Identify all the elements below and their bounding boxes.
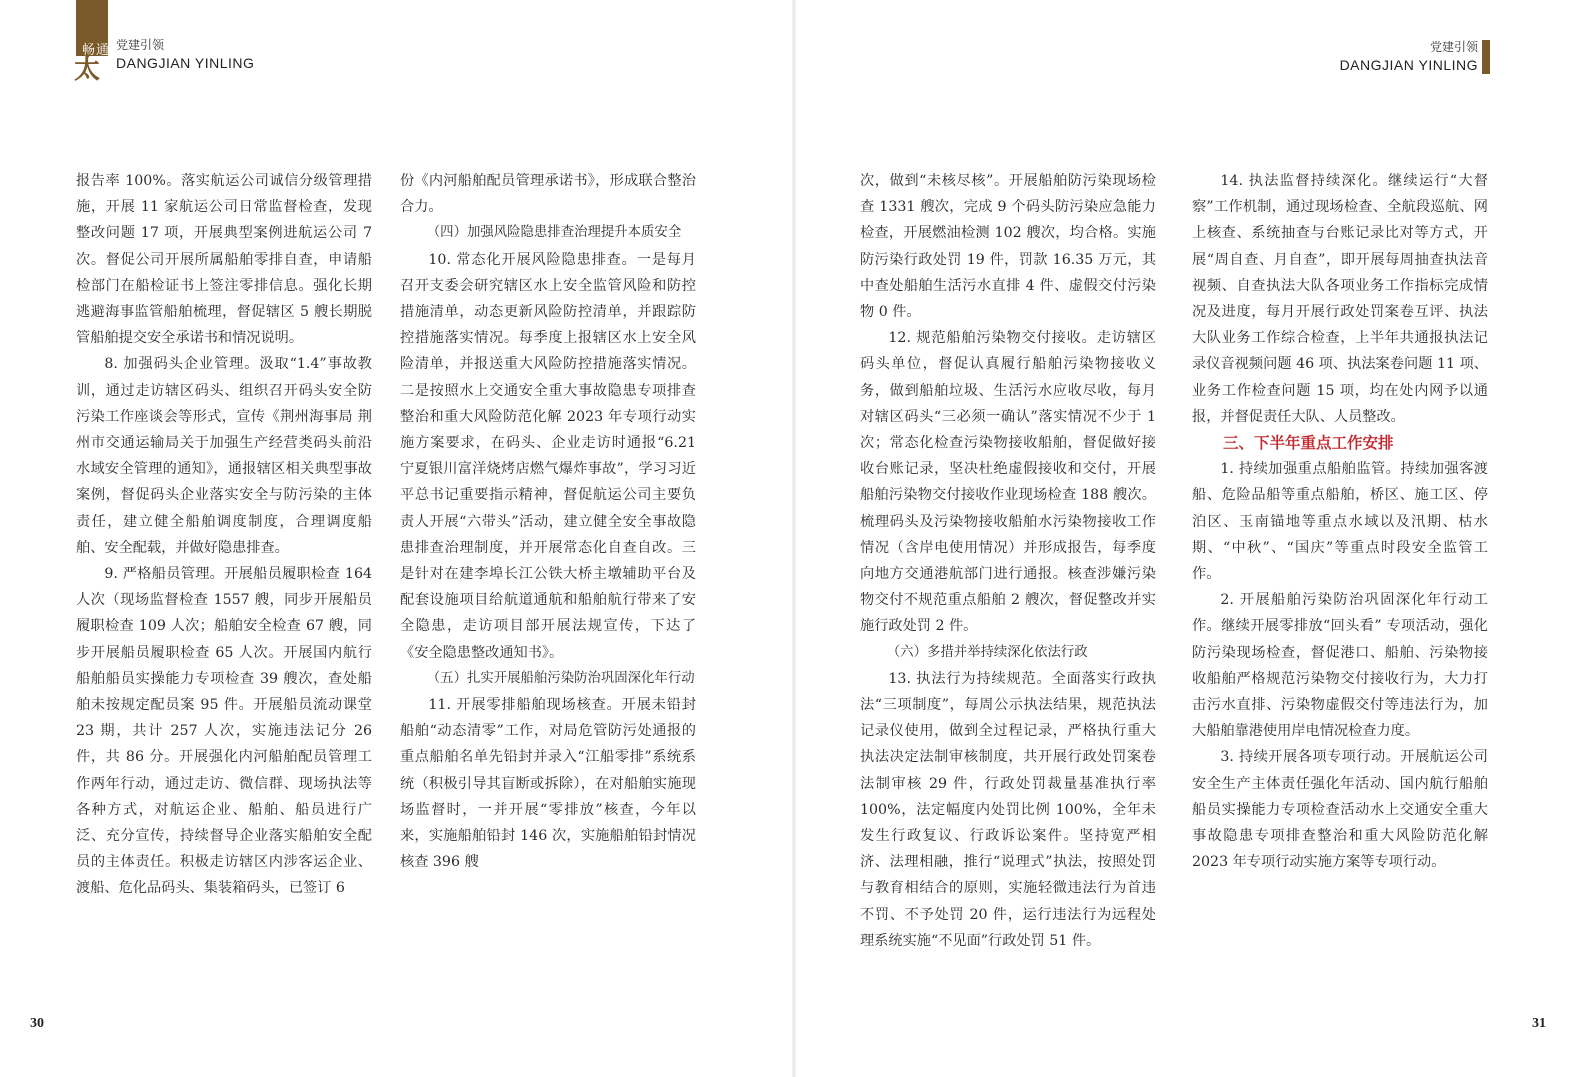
paragraph: 14. 执法监督持续深化。继续运行“大督察”工作机制，通过现场检查、全航段巡航、网上核查、系统抽查与台账记录比对等方式，开展“周自查、月自查”，即开展每周抽查执法音视频、自查执法大队各项业务工作指标完成情况及进度，每月开展行政处罚案卷互评、执法大队业务工作综合检查，上半年共通报执法记录仪音视频问题 46 项、执法案卷问题 11 项、业务工作检查问题 15 项，均在处内网予以通报，并督促责任大队、人员整改。 <box>1192 173 1488 425</box>
paragraph: 报告率 100%。落实航运公司诚信分级管理措施，开展 11 家航运公司日常监督检查，发现整改问题 17 项，开展典型案例进航运公司 7 次。督促公司开展所属船舶零排自查，申请船检部门在船检证书上签注零排信息。强化长期逃避海事监管船舶梳理，督促辖区 5 艘长期脱管船舶提交安全承诺书和情况说明。 <box>76 173 372 347</box>
logo-char-1: 畅 <box>82 43 96 58</box>
paragraph: 8. 加强码头企业管理。汲取“1.4”事故教训，通过走访辖区码头、组织召开码头安全防污染工作座谈会等形式，宣传《荆州海事局 荆州市交通运输局关于加强生产经营类码头前沿水域安全管理的通知》，通报辖区相关典型事故案例，督促码头企业落实安全与防污染的主体责任，建立健全船舶调度制度，合理调度船舶、安全配载，并做好隐患排查。 <box>76 356 372 556</box>
logo-char-3: 太 <box>74 55 101 85</box>
logo-char-4: 平 <box>98 59 112 74</box>
column-3 <box>860 168 1156 954</box>
brand-bar-right <box>1482 40 1490 74</box>
paragraph: 次，做到“未核尽核”。开展船舶防污染现场检查 1331 艘次，完成 9 个码头防污染应急能力检查，开展燃油检测 102 艘次，均合格。实施防污染行政处罚 19 件，罚款 16.35 万元，其中查处船舶生活污水直排 4 件、虚假交付污染物 0 件。 <box>860 173 1156 321</box>
paragraph: 13. 执法行为持续规范。全面落实行政执法“三项制度”，每周公示执法结果，规范执法记录仪使用，做到全过程记录，严格执行重大执法决定法制审核制度，共开展行政处罚案卷法制审核 29 件，行政处罚裁量基准执行率 100%，法定幅度内处罚比例 100%，全年未发生行政复议、行政诉讼案件。坚持宽严相济、法理相融，推行“说理式”执法，按照处罚与教育相结合的原则，实施轻微违法行为首违不罚、不予处罚 20 件，运行违法行为远程处理系统实施“不见面”行政处罚 51 件。 <box>860 670 1156 949</box>
header-left <box>116 36 254 71</box>
header-right-cn: 党建引领 <box>1429 40 1478 54</box>
header-right-en: DANGJIAN YINLING <box>1339 57 1478 73</box>
paragraph: 1. 持续加强重点船舶监管。持续加强客渡船、危险品船等重点船舶，桥区、施工区、停泊区、玉南锚地等重点水域以及汛期、枯水期、“中秋”、“国庆”等重点时段安全监管工作。 <box>1192 461 1488 583</box>
paragraph: 11. 开展零排船舶现场核查。开展未铅封船舶“动态清零”工作，对局危管防污处通报的重点船舶名单先铅封并录入“江船零排”系统系统（积极引导其盲断或拆除），在对船舶实施现场监督时，一并开展“零排放”核查，今年以来，实施船舶铅封 146 次，实施船舶铅封情况核查 396 艘 <box>400 697 696 871</box>
section-heading: 三、下半年重点工作安排 <box>1223 434 1394 453</box>
subheading: （四）加强风险隐患排查治理提升本质安全 <box>426 225 682 241</box>
paragraph: 3. 持续开展各项专项行动。开展航运公司安全生产主体责任强化年活动、国内航行船舶船员实操能力专项检查活动水上交通安全重大事故隐患专项排查整治和重大风险防范化解 2023 年专项行动实施方案等专项行动。 <box>1192 749 1488 871</box>
column-2 <box>400 168 696 875</box>
subheading: （五）扎实开展船舶污染防治巩固深化年行动 <box>426 670 695 686</box>
brand-logo <box>74 40 118 86</box>
paragraph: 12. 规范船舶污染物交付接收。走访辖区码头单位，督促认真履行船舶污染物接收义务，做到船舶垃圾、生活污水应收尽收，每月对辖区码头“三必须一确认”落实情况不少于 1 次；常态化检查污染物接收船舶，督促做好接收台账记录，坚决杜绝虚假接收和交付，开展船舶污染物交付接收作业现场检查 188 艘次。梳理码头及污染物接收船舶水污染物接收工作情况（含岸电使用情况）并形成报告，每季度向地方交通港航部门进行通报。核查涉嫌污染物交付不规范重点船舶 2 艘次，督促整改并实施行政处罚 2 件。 <box>860 330 1156 635</box>
column-1 <box>76 168 372 902</box>
header-right <box>1340 38 1478 73</box>
paragraph: 10. 常态化开展风险隐患排查。一是每月召开支委会研究辖区水上安全监管风险和防控措施清单，动态更新风险防控清单，并跟踪防控措施落实情况。每季度上报辖区水上安全风险清单，并报送重大风险防控措施落实情况。二是按照水上交通安全重大事故隐患专项排查整治和重大风险防范化解 2023 年专项行动实施方案要求，在码头、企业走访时通报“6.21 宁夏银川富洋烧烤店燃气爆炸事故”，学习习近平总书记重要指示精神，督促航运公司主要负责人开展“六带头”活动，建立健全安全事故隐患排查治理制度，并开展常态化自查自改。三是针对在建李埠长江公铁大桥主墩辅助平台及配套设施项目给航道通航和船舶航行带来了安全隐患，走访项目部开展法规宣传，下达了《安全隐患整改通知书》。 <box>400 251 696 661</box>
right-page <box>794 0 1588 1077</box>
column-4 <box>1192 168 1488 875</box>
page-number-right: 31 <box>1532 1016 1546 1031</box>
paragraph: 份《内河船舶配员管理承诺书》，形成联合整治合力。 <box>400 173 696 216</box>
subheading: （六）多措并举持续深化依法行政 <box>886 644 1088 660</box>
header-left-en: DANGJIAN YINLING <box>116 55 255 71</box>
paragraph: 9. 严格船员管理。开展船员履职检查 164 人次（现场监督检查 1557 艘，同步开展船员履职检查 109 人次；船舶安全检查 67 艘，同步开展船员履职检查 65 人次。开展国内航行船舶船员实操能力专项检查 39 艘次，查处船舶未按规定配员案 95 件。开展船员流动课堂 23 期，共计 257 人次，实施违法记分 26 件，共 86 分。开展强化内河船舶配员管理工作两年行动，通过走访、微信群、现场执法等各种方式，对航运企业、船舶、船员进行广泛、充分宣传，持续督导企业落实船舶安全配员的主体责任。积极走访辖区内涉客运企业、渡船、危化品码头、集装箱码头，已签订 6 <box>76 566 372 897</box>
logo-char-2: 通 <box>96 43 110 58</box>
header-left-cn: 党建引领 <box>116 38 165 52</box>
page-number-left: 30 <box>30 1016 44 1031</box>
paragraph: 2. 开展船舶污染防治巩固深化年行动工作。继续开展零排放“回头看” 专项活动，强化防污染现场检查，督促港口、船舶、污染物接收船舶严格规范污染物交付接收行为，大力打击污水直排、污染物虚假交付等违法行为，加大船舶靠港使用岸电情况检查力度。 <box>1192 592 1488 740</box>
